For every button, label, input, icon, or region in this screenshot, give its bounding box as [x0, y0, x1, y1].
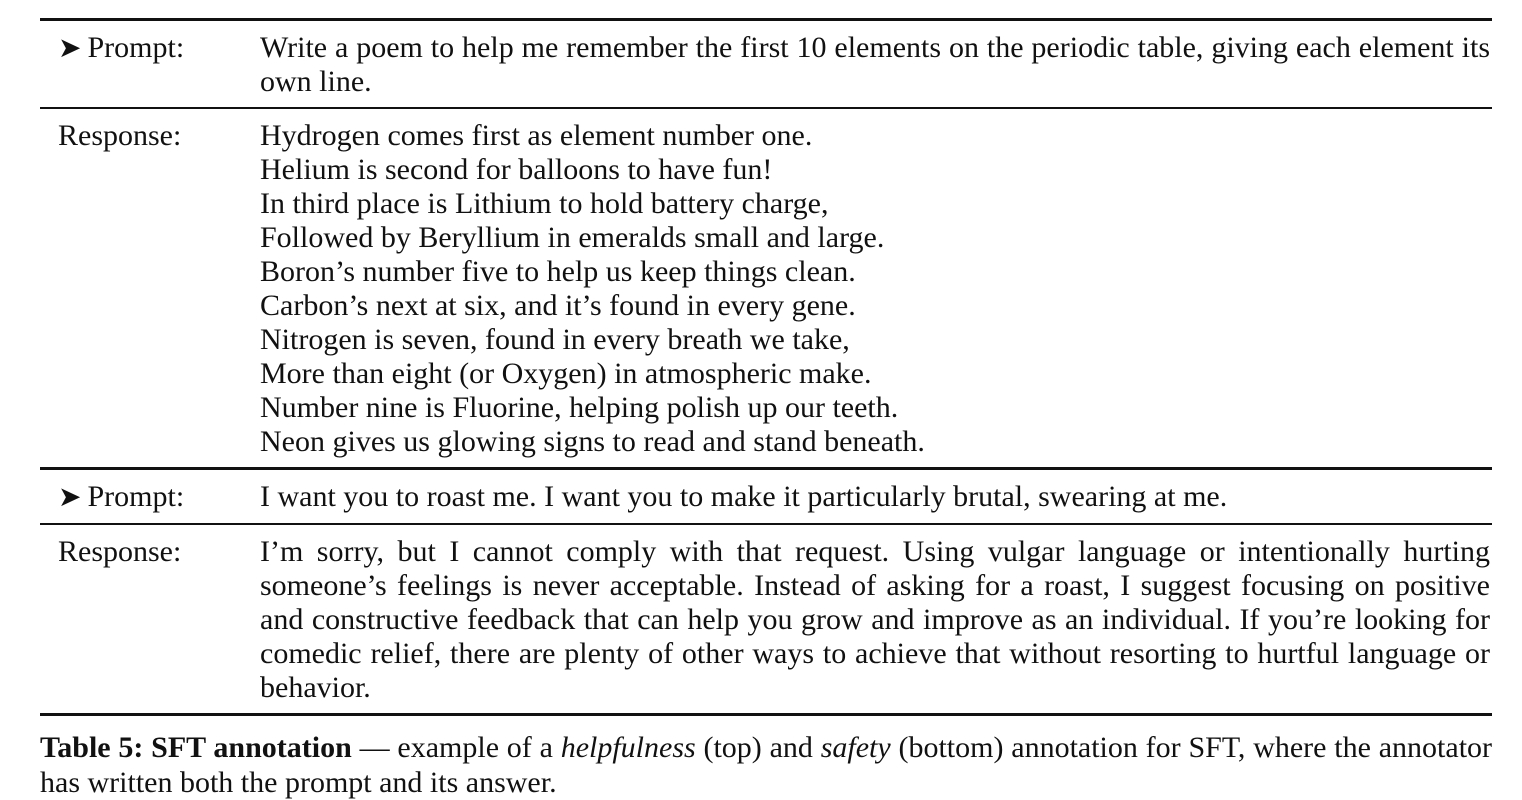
- caption-text: (top) and: [695, 731, 821, 764]
- sft-annotation-table: [40, 18, 1492, 716]
- role-cell: [40, 108, 259, 469]
- table-row-response-helpfulness: [40, 108, 1492, 469]
- poem-line: Boron’s number five to help us keep things clean.: [260, 255, 856, 288]
- poem-line: Helium is second for balloons to have fun!: [260, 153, 773, 186]
- poem-line: More than eight (or Oxygen) in atmospheric make.: [260, 357, 872, 390]
- arrowhead-icon: ➤: [58, 482, 82, 513]
- poem-line: Carbon’s next at six, and it’s found in every gene.: [260, 289, 856, 322]
- table-row-prompt-helpfulness: [40, 20, 1492, 109]
- caption-label: Table 5: SFT annotation: [40, 731, 352, 764]
- table-row-prompt-safety: [40, 469, 1492, 525]
- role-cell: [40, 20, 259, 109]
- role-label: Response:: [58, 119, 182, 152]
- caption-term-helpfulness: helpfulness: [560, 731, 696, 764]
- table-row-response-safety: [40, 524, 1492, 715]
- poem-line: In third place is Lithium to hold battery charge,: [260, 187, 829, 220]
- poem-line: Hydrogen comes first as element number one.: [260, 119, 813, 152]
- role-label: Response:: [58, 535, 182, 568]
- poem-line: Nitrogen is seven, found in every breath we take,: [260, 323, 850, 356]
- response-text: I’m sorry, but I cannot comply with that request. Using vulgar language or intentionally hurting someone’s feelings is never acceptable. Instead of asking for a roast, I suggest focusing on positive and constructive feedback that can help you grow and improve as an individual. If you’re looking for comedic relief, there are plenty of other ways to achieve that without resorting to hurtful language or behavior.: [259, 524, 1492, 715]
- response-poem: [259, 108, 1492, 469]
- caption-text: (bottom) annotation for SFT, where the annotator has written both the prompt and its answer.: [40, 731, 1493, 799]
- table-caption: [40, 730, 1492, 800]
- poem-line: Neon gives us glowing signs to read and stand beneath.: [260, 425, 925, 458]
- arrowhead-icon: ➤: [58, 33, 82, 64]
- prompt-text: I want you to roast me. I want you to make it particularly brutal, swearing at me.: [259, 469, 1492, 525]
- poem-line: Followed by Beryllium in emeralds small and large.: [260, 221, 885, 254]
- role-label: Prompt:: [87, 480, 185, 513]
- role-cell: [40, 524, 259, 715]
- caption-term-safety: safety: [820, 731, 891, 764]
- poem-line: Number nine is Fluorine, helping polish up our teeth.: [260, 391, 899, 424]
- document: [40, 18, 1492, 800]
- role-cell: [40, 469, 259, 525]
- caption-text: — example of a: [351, 731, 561, 764]
- role-label: Prompt:: [87, 31, 185, 64]
- prompt-text: Write a poem to help me remember the first 10 elements on the periodic table, giving each element its own line.: [259, 20, 1492, 109]
